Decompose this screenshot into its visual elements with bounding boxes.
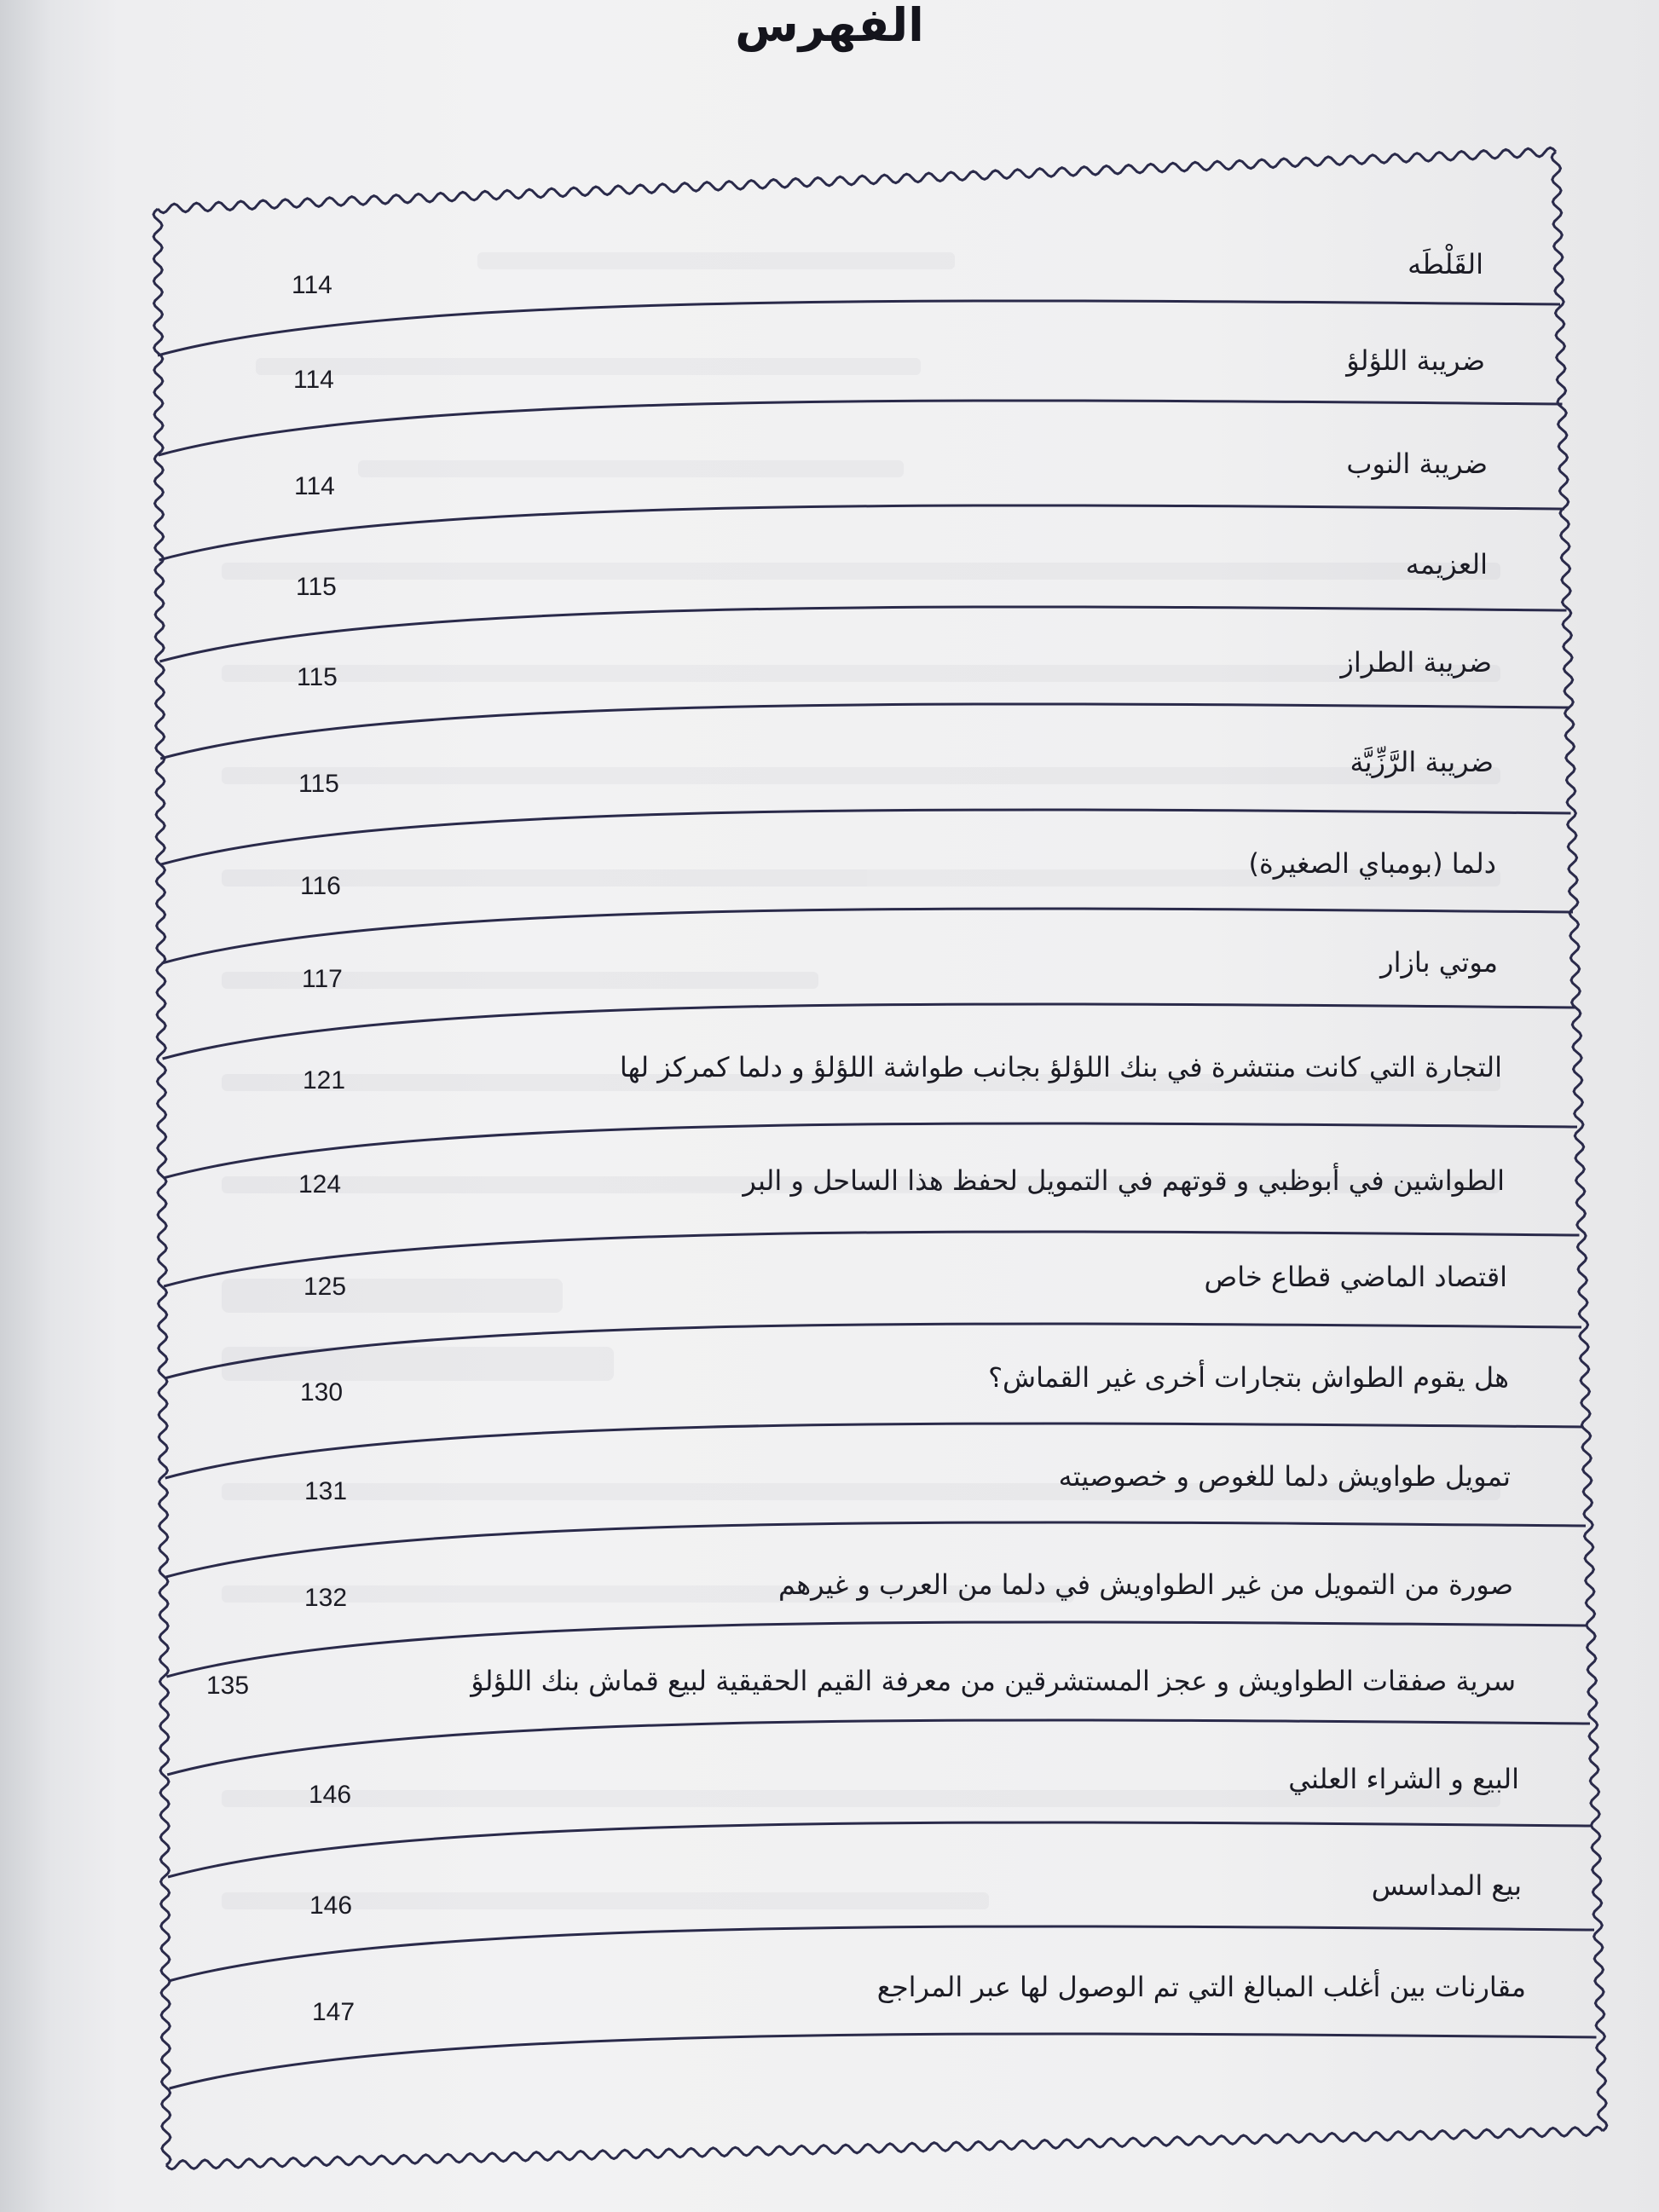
toc-entry-page-number: 114	[292, 271, 332, 299]
toc-entry-title: التجارة التي كانت منتشرة في بنك اللؤلؤ بجانب طواشة اللؤلؤ و دلما كمركز لها	[619, 1051, 1502, 1083]
page-title: الفهرس	[735, 0, 924, 52]
toc-entry-title: ضريبة النوب	[1346, 448, 1488, 480]
toc-entry-page-number: 146	[309, 1891, 353, 1920]
toc-entry-title: الطواشين في أبوظبي و قوتهم في التمويل لحفظ هذا الساحل و البر	[743, 1164, 1505, 1197]
toc-entry-page-number: 116	[300, 872, 341, 900]
toc-entry-title: اقتصاد الماضي قطاع خاص	[1204, 1261, 1507, 1293]
toc-entry-title: بيع المداسس	[1371, 1869, 1522, 1902]
toc-entry-page-number: 117	[302, 965, 343, 993]
toc-entry-title: ضريبة اللؤلؤ	[1346, 344, 1485, 377]
toc-entry-title: ضريبة الرَّزِّيَّة	[1350, 746, 1494, 778]
toc-entry-page-number: 135	[206, 1672, 250, 1700]
toc-entry-title: مقارنات بين أغلب المبالغ التي تم الوصول لها عبر المراجع	[876, 1971, 1526, 2003]
toc-entry-page-number: 114	[294, 472, 335, 500]
toc-entry-title: موتي بازار	[1380, 946, 1498, 979]
toc-entry-page-number: 146	[309, 1781, 352, 1809]
toc-entry-page-number: 114	[293, 366, 334, 394]
toc-entry-page-number: 121	[303, 1066, 346, 1094]
toc-entry-page-number: 147	[312, 1998, 356, 2026]
toc-entry-title: دلما (بومباي الصغيرة)	[1248, 847, 1496, 880]
toc-entry-page-number: 130	[300, 1378, 344, 1406]
toc-entry-page-number: 115	[296, 573, 337, 601]
toc-entry-page-number: 132	[304, 1584, 348, 1612]
toc-entry-page-number: 124	[298, 1170, 342, 1198]
toc-entry-page-number: 131	[304, 1477, 348, 1505]
toc-entry-title: القَلْطَه	[1408, 248, 1483, 280]
toc-entry-title: العزيمه	[1405, 548, 1488, 580]
toc-entry-title: صورة من التمويل من غير الطواويش في دلما من العرب و غيرهم	[777, 1568, 1513, 1601]
toc-entry-title: البيع و الشراء العلني	[1288, 1763, 1519, 1795]
toc-entry-title: سرية صفقات الطواويش و عجز المستشرقين من معرفة القيم الحقيقية لبيع قماش بنك اللؤلؤ	[471, 1665, 1516, 1697]
toc-entry-title: ضريبة الطراز	[1340, 646, 1492, 679]
toc-entry-page-number: 115	[297, 663, 338, 691]
toc-entry-title: هل يقوم الطواش بتجارات أخرى غير القماش؟	[988, 1361, 1509, 1394]
toc-entry-page-number: 125	[303, 1273, 347, 1301]
toc-entry-title: تمويل طواويش دلما للغوص و خصوصيته	[1058, 1460, 1511, 1493]
toc-entry-page-number: 115	[298, 770, 339, 798]
